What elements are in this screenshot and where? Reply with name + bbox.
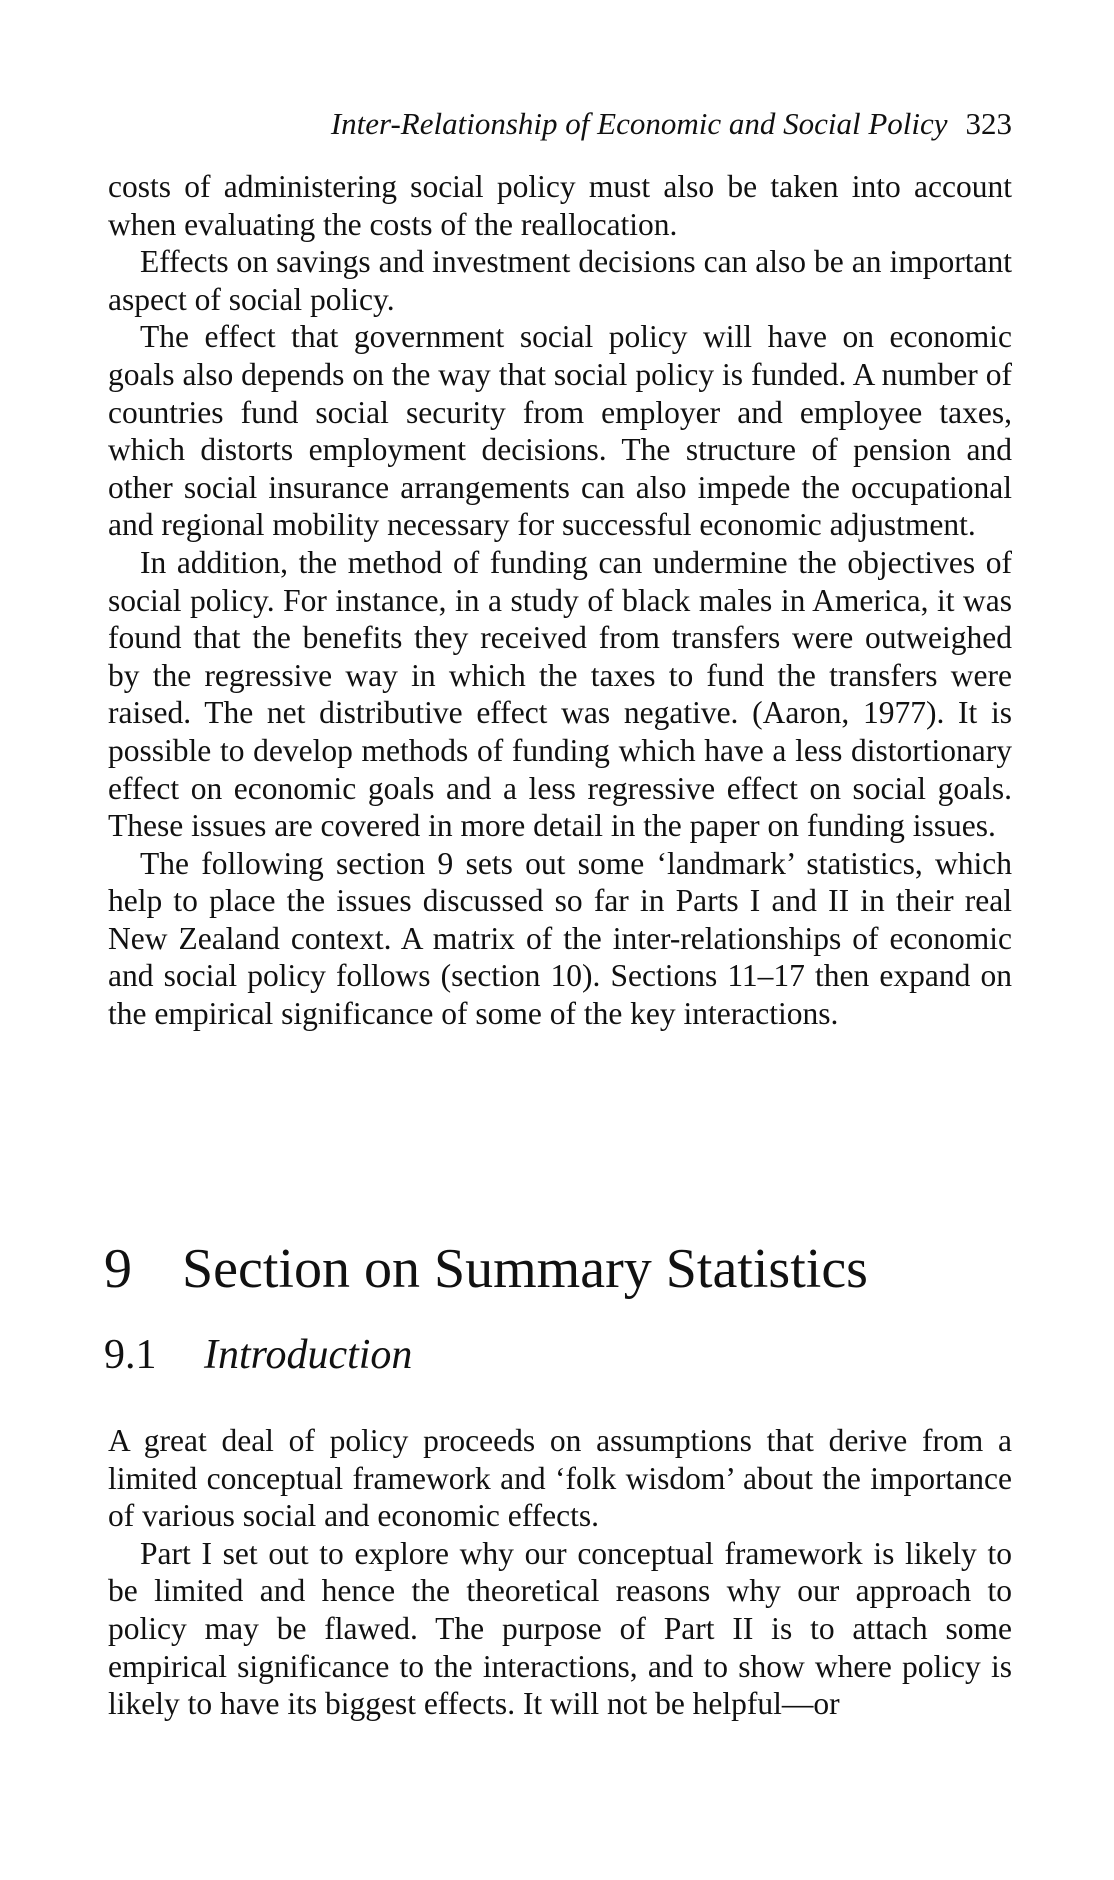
- subsection-heading: [104, 1330, 412, 1380]
- paragraph: The following section 9 sets out some ‘landmark’ statistics, which help to place the issues discussed so far in Parts I and II in their real New Zealand context. A matrix of the inter-relationships of economic and social policy follows (section 10). Sections 11–17 then expand on the empirical significance of some of the key interactions.: [108, 845, 1012, 1032]
- section-title: Section on Summary Statistics: [182, 1238, 868, 1300]
- section-heading: [104, 1236, 868, 1302]
- running-head-title: Inter-Relationship of Economic and Social Policy: [330, 106, 948, 141]
- paragraph: Part I set out to explore why our conceptual framework is likely to be limited and hence the theoretical reasons why our approach to policy may be flawed. The purpose of Part II is to attach some empirical significance to the interactions, and to show where policy is likely to have its biggest effects. It will not be helpful—or: [108, 1535, 1012, 1722]
- paragraph: A great deal of policy proceeds on assumptions that derive from a limited conceptual framework and ‘folk wisdom’ about the importance of various social and economic effects.: [108, 1423, 1012, 1534]
- page-number: 323: [965, 106, 1012, 141]
- subsection-number: 9.1: [104, 1332, 157, 1378]
- section-number: 9: [104, 1238, 132, 1300]
- upper-text-block: [108, 168, 1012, 1033]
- subsection-title: Introduction: [204, 1332, 413, 1378]
- paragraph-continued: costs of administering social policy must also be taken into account when evaluating the costs of the reallocation.: [108, 169, 1012, 242]
- lower-text-block: [108, 1422, 1012, 1723]
- paragraph: Effects on savings and investment decisions can also be an important aspect of social policy.: [108, 244, 1012, 317]
- running-head: [108, 104, 1012, 144]
- paragraph: In addition, the method of funding can undermine the objectives of social policy. For instance, in a study of black males in America, it was found that the benefits they received from transfers were outweighed by the regressive way in which the taxes to fund the transfers were raised. The net distributive effect was negative. (Aaron, 1977). It is possible to develop methods of funding which have a less distortionary effect on economic goals and a less regressive effect on social goals. These issues are covered in more detail in the paper on funding issues.: [108, 544, 1012, 844]
- paragraph: The effect that government social policy will have on economic goals also depends on the way that social policy is funded. A number of countries fund social security from employer and employee taxes, which distorts employment decisions. The structure of pension and other social insurance arrangements can also impede the occupational and regional mobility necessary for successful economic adjustment.: [108, 319, 1012, 543]
